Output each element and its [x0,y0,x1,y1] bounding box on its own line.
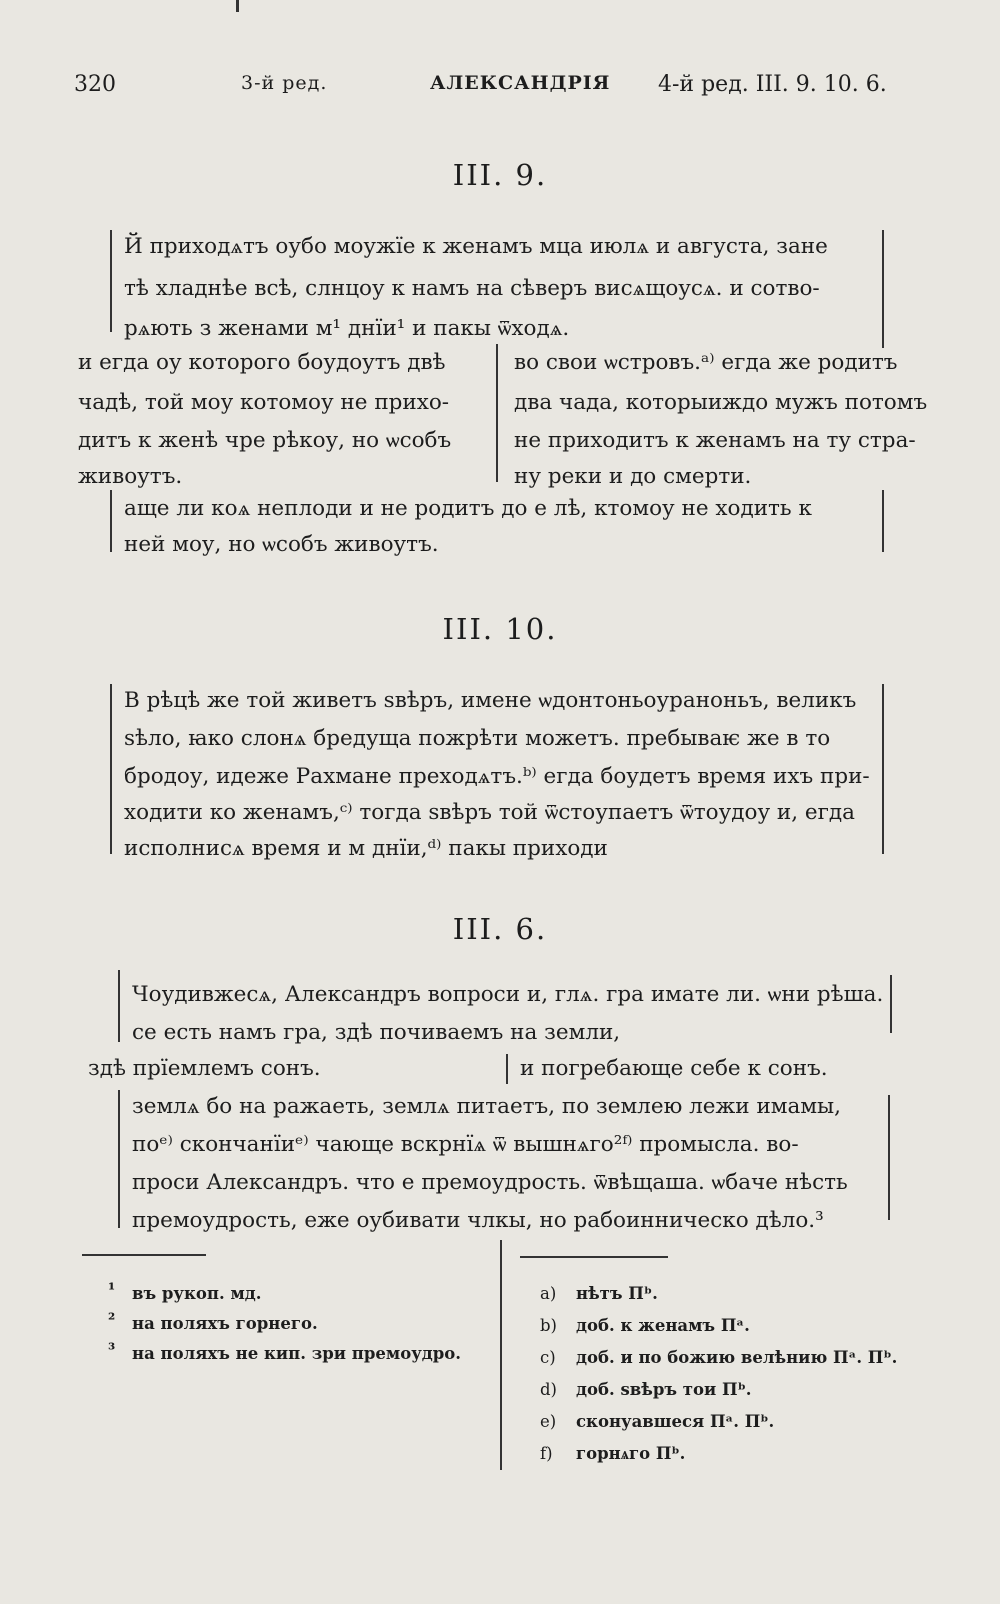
text-line: чадѣ, той моу котомоу не прихо- [78,390,450,415]
text-line: и егда оу которого боудоутъ двѣ [78,350,446,375]
text-line: премоудрость, еже оубивати члкы, но рабоинническо дѣло.³ [132,1208,824,1233]
rule-left-10 [110,684,112,854]
footnote-text: доб. и по божию велѣнию Пᵃ. Пᵇ. [576,1348,898,1367]
column-divider-9 [496,344,498,482]
text-line: тѣ хладнѣе всѣ, слнцоу к намъ на сѣверъ висѧщоусѧ. и сотво- [124,276,820,301]
footnote-text: доб. к женамъ Пᵃ. [576,1316,750,1335]
text-line-split-left: здѣ прїемлемъ сонъ. [88,1056,321,1081]
footnote-mark: b) [540,1316,557,1335]
footnote-rule-right [520,1256,668,1258]
text-line: ѕѣло, ꙗко слонѧ бредуща пожрѣти можетъ. пребываѥ же в то [124,726,831,751]
footnote-mark: f) [540,1444,553,1463]
text-line: рѧють з женами м¹ днїи¹ и пакы ѿходѧ. [124,316,570,341]
footnote-mark: ³ [108,1340,116,1359]
text-line: аще ли коѧ неплоди и не родитъ до е лѣ, ктомоу не ходить к [124,496,812,521]
footnote-mark: ² [108,1310,116,1329]
text-line: бродоу, идеже Рахмане преходѧтъ.ᵇ⁾ егда боудетъ время ихъ при- [124,764,870,789]
text-line: не приходитъ к женамъ на ту стра- [514,428,916,453]
footnote-mark: e) [540,1412,557,1431]
footnote-column-divider [500,1240,502,1470]
text-line-split-right: и погребающе себе к сонъ. [520,1056,828,1081]
header-title: АЛЕКСАНДРІЯ [430,72,611,94]
rule-right-9b [882,490,884,552]
rule-left-9a [110,230,112,332]
text-line: исполнисѧ время и м днїи,ᵈ⁾ пакы приходи [124,836,608,861]
footnote-mark: a) [540,1284,557,1303]
footnote-rule-left [82,1254,206,1256]
section-heading-9: III. 9. [452,158,548,192]
page-number: 320 [74,72,116,97]
rule-left-6b [118,1090,120,1228]
text-line: два чада, которыиждо мужъ потомъ [514,390,928,415]
footnote-mark: d) [540,1380,557,1399]
footnote-text: нѣтъ Пᵇ. [576,1284,658,1303]
text-line: Й приходѧтъ оубо моужїе к женамъ мца июлѧ и августа, зане [124,234,828,259]
rule-right-6a [890,975,892,1033]
footnote-text: на поляхъ не кип. зри премоудро. [132,1344,462,1363]
text-line: дитъ к женѣ чре рѣкоу, но ѡсобъ [78,428,452,453]
rule-left-6a [118,970,120,1042]
section-heading-10: III. 10. [442,612,558,646]
footnote-text: доб. ѕвѣръ тои Пᵇ. [576,1380,752,1399]
footnote-text: сконуавшеся Пᵃ. Пᵇ. [576,1412,775,1431]
split-divider-6 [506,1054,508,1084]
rule-left-9b [110,490,112,552]
text-line: В рѣцѣ же той живетъ ѕвѣръ, имене ѡдонтоньоураноньъ, великъ [124,688,857,713]
footnote-mark: c) [540,1348,556,1367]
text-line: ну реки и до смерти. [514,464,752,489]
header-right-label: 4-й ред. III. 9. 10. 6. [658,72,887,97]
rule-right-10 [882,684,884,854]
top-margin-mark [236,0,239,12]
text-line: поᵉ⁾ скончанїиᵉ⁾ чающе вскрнїѧ ѿ вышнѧго²ᶠ⁾ промысла. во- [132,1132,799,1157]
text-line: землѧ бо на ражаеть, землѧ питаетъ, по землею лежи имамы, [132,1094,841,1119]
text-line: проси Александръ. что е премоудрость. ѿвѣщаша. ѡбаче нѣсть [132,1170,848,1195]
section-heading-6: III. 6. [452,912,548,946]
text-line: ней моу, но ѡсобъ живоутъ. [124,532,439,557]
text-line: Чоудивжесѧ, Александръ вопроси и, глѧ. гра имате ли. ѡни рѣша. [132,982,884,1007]
header-left-label: 3-й ред. [241,72,328,94]
rule-right-9a [882,230,884,348]
footnote-text: на поляхъ горнего. [132,1314,318,1333]
text-line: се есть намъ гра, здѣ почиваемъ на земли, [132,1020,621,1045]
footnote-text: горнѧго Пᵇ. [576,1444,686,1463]
text-line: во свои ѡстровъ.ᵃ⁾ егда же родитъ [514,350,898,375]
rule-right-6b [888,1095,890,1220]
text-line: ходити ко женамъ,ᶜ⁾ тогда ѕвѣръ той ѿстоупаетъ ѿтоудоу и, егда [124,800,855,825]
text-line: живоутъ. [78,464,183,489]
footnote-mark: ¹ [108,1280,116,1299]
footnote-text: въ рукоп. мд. [132,1284,262,1303]
